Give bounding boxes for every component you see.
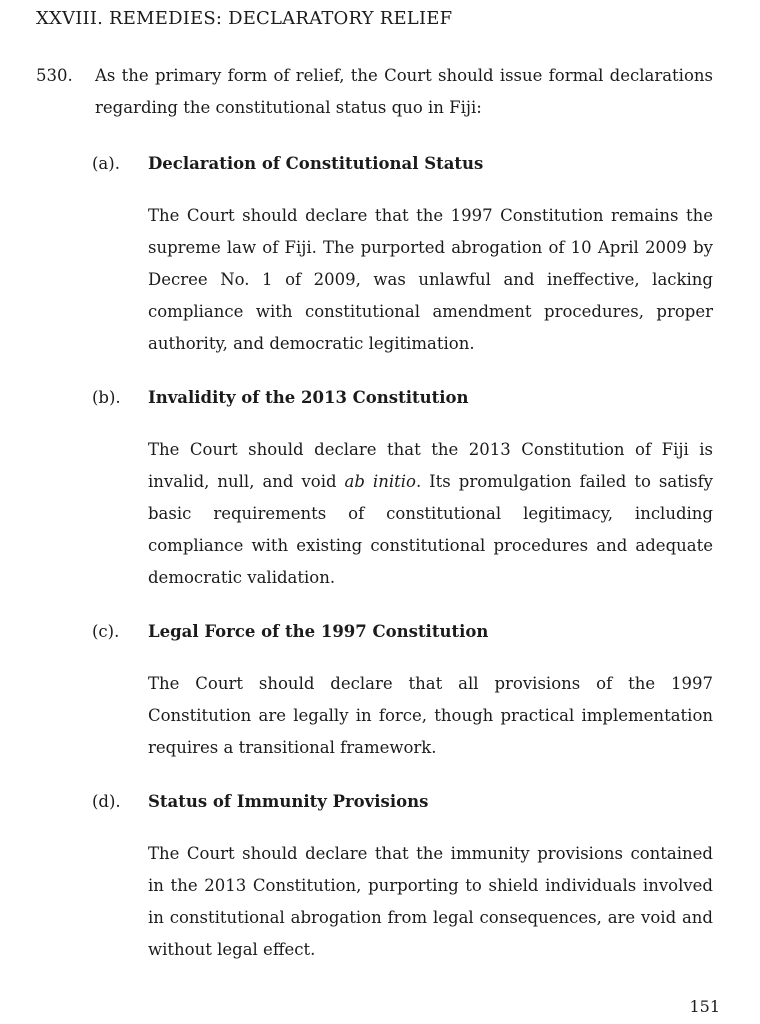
- sub-item-d-heading-row: [92, 786, 713, 818]
- numbered-paragraph: [36, 60, 713, 124]
- sub-item-b-body-italic: ab initio: [344, 472, 416, 491]
- sub-item-c-heading: Legal Force of the 1997 Constitution: [148, 622, 489, 641]
- sub-item-c-heading-row: [92, 616, 713, 648]
- section-heading: XXVIII. REMEDIES: DECLARATORY RELIEF: [36, 8, 453, 29]
- sub-item-b-body-pre: The Court should declare that the 2013 Constitution of Fiji is invalid, null, and void: [148, 440, 713, 491]
- sub-item-a-heading: Declaration of Constitutional Status: [148, 154, 484, 173]
- sub-item-c-body: The Court should declare that all provisions of the 1997 Constitution are legally in force, though practical implementation requires a transitional framework.: [148, 674, 713, 757]
- sub-item-b-heading-row: [92, 382, 713, 414]
- paragraph-text: As the primary form of relief, the Court should issue formal declarations regarding the constitutional status quo in Fiji:: [95, 66, 713, 117]
- sub-item-a-body: The Court should declare that the 1997 Constitution remains the supreme law of Fiji. The purported abrogation of 10 April 2009 by Decree No. 1 of 2009, was unlawful and ineffective, lacking compliance with constitutional amendment procedures, proper authority, and democratic legitimation.: [148, 206, 713, 353]
- sub-item-b-body-post: . Its promulgation failed to satisfy basic requirements of constitutional legitimacy, including compliance with existing constitutional procedures and adequate democratic validation.: [148, 472, 714, 587]
- sub-item-b-heading: Invalidity of the 2013 Constitution: [148, 388, 469, 407]
- page-number: 151: [689, 997, 720, 1016]
- sub-item-d-heading: Status of Immunity Provisions: [148, 792, 429, 811]
- sub-item-d-label: (d).: [92, 792, 121, 811]
- sub-item-b-body: [148, 434, 713, 594]
- sub-item-d-body: The Court should declare that the immunity provisions contained in the 2013 Constitution, purporting to shield individuals involved in constitutional abrogation from legal consequences, are void and without legal effect.: [148, 844, 713, 959]
- sub-item-b-label: (b).: [92, 388, 121, 407]
- sub-item-a-heading-row: [92, 148, 713, 180]
- sub-item-a-label: (a).: [92, 154, 120, 173]
- sub-item-c-label: (c).: [92, 622, 120, 641]
- paragraph-number: 530.: [36, 66, 73, 85]
